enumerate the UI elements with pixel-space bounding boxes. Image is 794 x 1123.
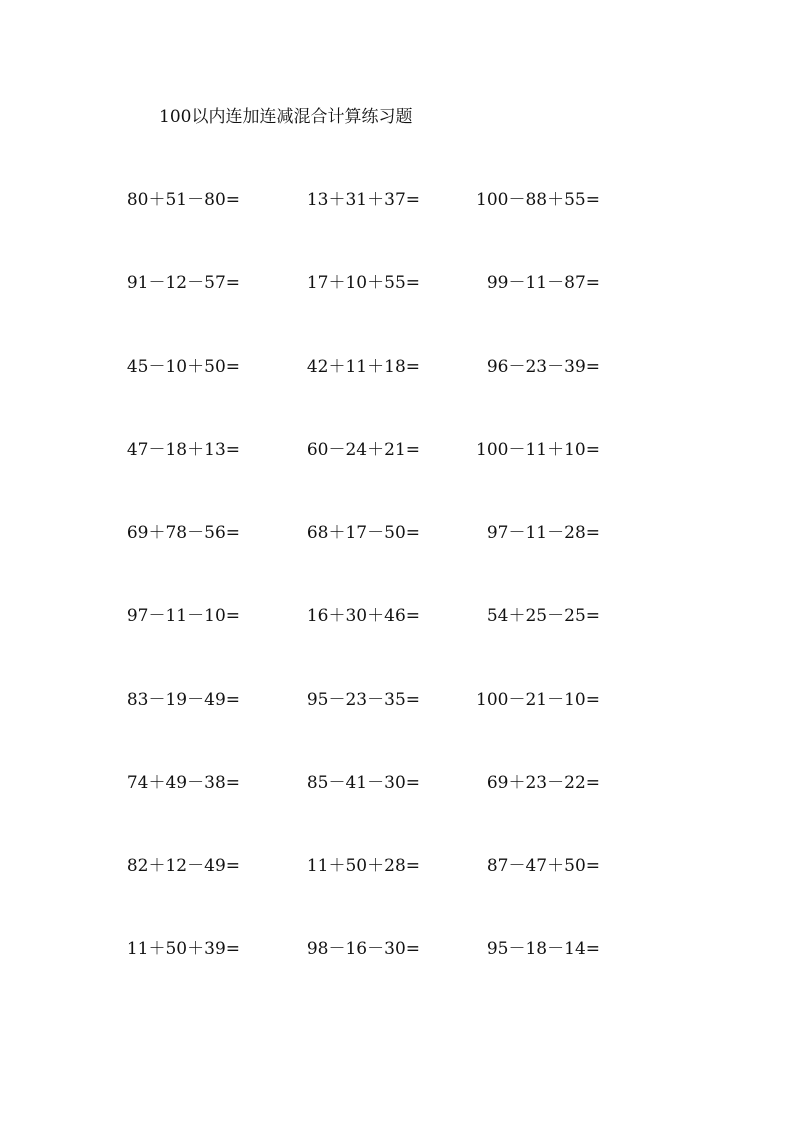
problem: 11＋50＋39= bbox=[126, 939, 240, 959]
problem: 85－41－30= bbox=[306, 773, 420, 793]
problem: 13＋31＋37= bbox=[306, 190, 420, 210]
problem: 100－21－10= bbox=[476, 690, 600, 710]
problem-row bbox=[0, 601, 794, 631]
problem-row bbox=[0, 435, 794, 465]
problem-row bbox=[0, 352, 794, 382]
problem: 16＋30＋46= bbox=[306, 606, 420, 626]
problem-row bbox=[0, 518, 794, 548]
problem: 99－11－87= bbox=[486, 273, 600, 293]
problem: 98－16－30= bbox=[306, 939, 420, 959]
problem: 95－18－14= bbox=[486, 939, 600, 959]
problem: 100－11＋10= bbox=[476, 440, 600, 460]
problem: 17＋10＋55= bbox=[306, 273, 420, 293]
problem-row bbox=[0, 851, 794, 881]
problem-row bbox=[0, 185, 794, 215]
problem: 97－11－28= bbox=[486, 523, 600, 543]
problem: 68＋17－50= bbox=[306, 523, 420, 543]
problem: 80＋51－80= bbox=[126, 190, 240, 210]
problem: 74＋49－38= bbox=[126, 773, 240, 793]
problem-row bbox=[0, 685, 794, 715]
problem-row bbox=[0, 268, 794, 298]
problem: 91－12－57= bbox=[126, 273, 240, 293]
problem: 100－88＋55= bbox=[476, 190, 600, 210]
problem: 54＋25－25= bbox=[486, 606, 600, 626]
problem: 42＋11＋18= bbox=[306, 357, 420, 377]
problem: 87－47＋50= bbox=[486, 856, 600, 876]
problem-row bbox=[0, 934, 794, 964]
problem: 83－19－49= bbox=[126, 690, 240, 710]
problem: 82＋12－49= bbox=[126, 856, 240, 876]
problem: 96－23－39= bbox=[486, 357, 600, 377]
problem: 45－10＋50= bbox=[126, 357, 240, 377]
problem-row bbox=[0, 768, 794, 798]
problem: 47－18＋13= bbox=[126, 440, 240, 460]
problem: 11＋50＋28= bbox=[306, 856, 420, 876]
problem: 60－24＋21= bbox=[306, 440, 420, 460]
problem: 97－11－10= bbox=[126, 606, 240, 626]
worksheet-title: 100以内连加连减混合计算练习题 bbox=[159, 107, 413, 127]
problem: 95－23－35= bbox=[306, 690, 420, 710]
problem: 69＋23－22= bbox=[486, 773, 600, 793]
problem: 69＋78－56= bbox=[126, 523, 240, 543]
